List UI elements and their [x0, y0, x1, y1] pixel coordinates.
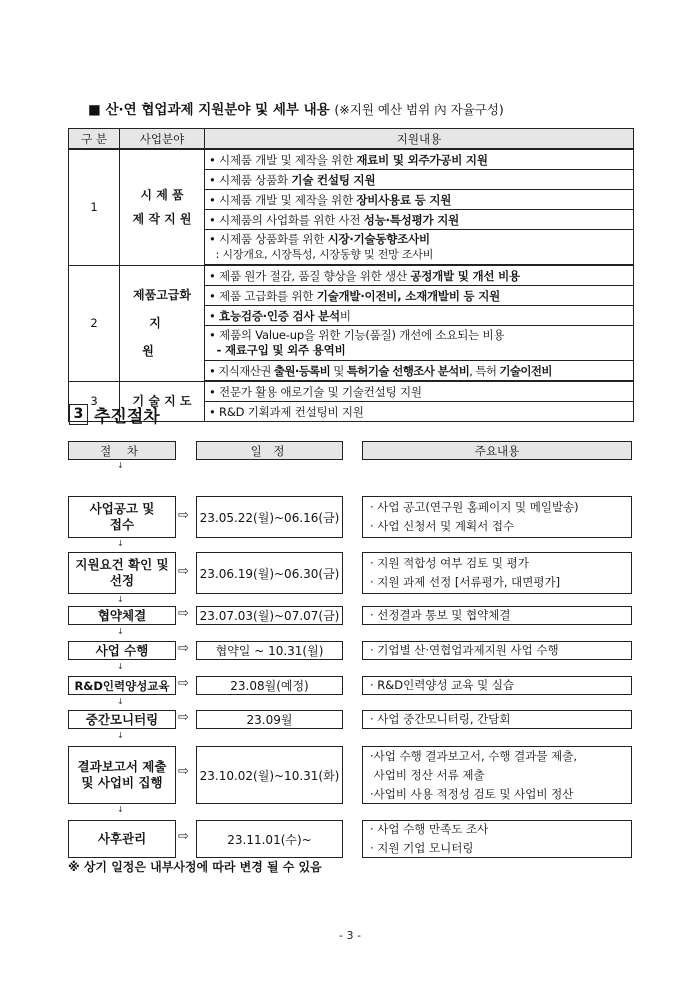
- section-title: 추진절차: [94, 407, 160, 427]
- item-text: • R&D 기획과제 컨설팅비 지원: [209, 404, 364, 419]
- section-number-box: 3: [69, 404, 88, 425]
- item-bold-text: 기술개발·이전비, 소재개발비 등 지원: [316, 288, 501, 303]
- procedure-info: · 사업 중간모니터링, 간담회: [362, 710, 632, 729]
- item-text: 및: [330, 363, 347, 378]
- item-text: • 제품 원가 절감, 품질 향상을 위한 생산: [209, 268, 411, 283]
- bullet-icon: ■: [88, 102, 101, 118]
- procedure-date: 23.08월(예정): [196, 676, 343, 695]
- table-header-content: 지원내용: [205, 129, 634, 150]
- procedure-step: 사업 수행: [68, 641, 176, 660]
- right-arrow-icon: ⇨: [178, 676, 189, 691]
- procedure-step: [68, 496, 176, 538]
- info-line: ·사업비 사용 적정성 검토 및 사업비 정산: [370, 786, 574, 801]
- right-arrow-icon: ⇨: [178, 710, 189, 725]
- right-arrow-icon: ⇨: [178, 508, 189, 523]
- procedure-date: 23.10.02(월)~10.31(화): [196, 746, 343, 804]
- section-heading: [88, 98, 504, 118]
- item-bold-text: 출원·등록비: [273, 363, 331, 378]
- table-row: [69, 381, 634, 402]
- item-text: • 전문가 활용 애로기술 및 기술컨설팅 지원: [209, 384, 422, 399]
- down-arrow-icon: ↓: [117, 539, 124, 548]
- support-item: [205, 381, 634, 402]
- table-row: [69, 265, 634, 286]
- procedure-info: [362, 496, 632, 538]
- support-item: [205, 361, 634, 382]
- procedure-date: 23.06.19(월)~06.30(금): [196, 552, 343, 594]
- down-arrow-icon: ↓: [117, 697, 124, 706]
- section-note: (※지원 예산 범위 內 자율구성): [334, 102, 504, 117]
- procedure-date: 23.09월: [196, 710, 343, 729]
- item-bold-text: 성능·특성평가 지원: [363, 212, 460, 227]
- support-item: [205, 149, 634, 170]
- procedure-header-content: 주요내용: [362, 441, 632, 460]
- info-line: · 지원 적합성 여부 검토 및 평가: [370, 556, 529, 570]
- item-text: , 특허: [469, 363, 500, 378]
- item-text: • 지식재산권: [209, 363, 274, 378]
- procedure-step: R&D인력양성교육: [68, 676, 176, 695]
- group-area-line: 제 작 지 원: [132, 212, 192, 227]
- support-item: [205, 402, 634, 422]
- procedure-date: 23.05.22(월)~06.16(금): [196, 496, 343, 538]
- footnote: ※ 상기 일정은 내부사정에 따라 변경 될 수 있음: [68, 860, 322, 874]
- info-line: ·사업 수행 결과보고서, 수행 결과물 제출,: [370, 748, 577, 763]
- table-header-category: 구 분: [69, 129, 120, 150]
- item-bold-text: 기술이전비: [499, 363, 552, 378]
- support-table: [68, 128, 634, 422]
- step-name: 사업공고 및 접수: [89, 501, 155, 532]
- procedure-date: 23.11.01(수)~: [196, 820, 343, 858]
- item-bold-text: 공정개발 및 개선 비용: [410, 268, 520, 283]
- procedure-step: [68, 552, 176, 594]
- step-name: 지원요건 확인 및 선정: [75, 557, 169, 588]
- item-bold-text: 재료비 및 외주가공비 지원: [356, 152, 488, 167]
- section-title: 산·연 협업과제 지원분야 및 세부 내용: [105, 102, 330, 118]
- down-arrow-icon: ↓: [117, 662, 124, 671]
- step-name: 결과보고서 제출 및 사업비 집행: [77, 759, 167, 790]
- info-line: 사업비 정산 서류 제출: [370, 767, 485, 782]
- table-row: [69, 149, 634, 170]
- procedure-date: 협약일 ~ 10.31(월): [196, 641, 343, 660]
- item-subtext: : 시장개요, 시장특성, 시장동향 및 전망 조사비: [209, 248, 434, 261]
- right-arrow-icon: ⇨: [178, 641, 189, 656]
- procedure-info: [362, 746, 632, 804]
- item-bold-text: - 재료구입 및 외주 용역비: [209, 343, 346, 357]
- right-arrow-icon: ⇨: [178, 606, 189, 621]
- group-area-line: 지 원: [142, 316, 189, 358]
- group-number: 2: [69, 265, 120, 381]
- item-text: 비: [339, 308, 351, 323]
- support-item: [205, 210, 634, 230]
- info-line: · 지원 과제 선정 [서류평가, 대면평가]: [370, 575, 561, 589]
- item-bold-text: 기술 컨설팅 지원: [291, 172, 376, 187]
- item-text: • 제품의 Value-up을 위한 기능(품질) 개선에 소요되는 비용: [209, 328, 505, 342]
- group-area: [120, 149, 205, 265]
- group-area: [120, 265, 205, 381]
- group-number: 3: [69, 381, 120, 422]
- down-arrow-icon: ↓: [117, 731, 124, 740]
- item-bold-text: 시장·기술동향조사비: [327, 232, 430, 246]
- procedure-header-step: 절 차: [68, 441, 176, 460]
- item-text: •: [209, 308, 220, 323]
- item-bold-text: 특허기술 선행조사 분석비: [346, 363, 470, 378]
- item-text: • 시제품의 사업화를 위한 사전: [209, 212, 364, 227]
- down-arrow-icon: ↓: [117, 461, 124, 470]
- procedure-step: 사후관리: [68, 820, 176, 858]
- item-bold-text: 장비사용료 등 지원: [356, 192, 452, 207]
- procedure-info: · R&D인력양성 교육 및 실습: [362, 676, 632, 695]
- info-line: · 사업 신청서 및 계획서 접수: [370, 519, 515, 533]
- support-item: [205, 230, 634, 266]
- info-line: · 사업 공고(연구원 홈페이지 및 메일발송): [370, 500, 579, 514]
- down-arrow-icon: ↓: [117, 595, 124, 604]
- support-item: [205, 306, 634, 326]
- support-item: [205, 265, 634, 286]
- support-item: [205, 326, 634, 361]
- info-line: · 사업 수행 만족도 조사: [370, 822, 489, 836]
- procedure-info: [362, 552, 632, 594]
- right-arrow-icon: ⇨: [178, 829, 189, 844]
- procedure-step: 협약체결: [68, 606, 176, 625]
- group-area-line: 제품고급화: [133, 288, 191, 302]
- right-arrow-icon: ⇨: [178, 764, 189, 779]
- group-number: 1: [69, 149, 120, 265]
- procedure-step: 중간모니터링: [68, 710, 176, 729]
- procedure-date: 23.07.03(월)~07.07(금): [196, 606, 343, 625]
- item-text: • 시제품 상품화: [209, 172, 292, 187]
- group-area-line: 기 술 지 도: [132, 394, 192, 409]
- table-header-field: 사업분야: [120, 129, 205, 150]
- support-item: [205, 286, 634, 306]
- support-item: [205, 170, 634, 190]
- item-text: • 시제품 개발 및 제작을 위한: [209, 152, 357, 167]
- item-bold-text: 효능검증·인증 검사 분석: [219, 308, 340, 323]
- group-area-line: 시 제 품: [140, 188, 184, 203]
- procedure-info: · 선정결과 통보 및 협약체결: [362, 606, 632, 625]
- item-text: • 제품 고급화를 위한: [209, 288, 317, 303]
- page-number: - 3 -: [339, 929, 361, 942]
- info-line: · 지원 기업 모니터링: [370, 841, 474, 855]
- support-item: [205, 190, 634, 210]
- procedure-info: · 기업별 산·연협업과제지원 사업 수행: [362, 641, 632, 660]
- right-arrow-icon: ⇨: [178, 564, 189, 579]
- down-arrow-icon: ↓: [117, 627, 124, 636]
- procedure-header-schedule: 일 정: [196, 441, 343, 460]
- procedure-step: [68, 746, 176, 804]
- procedure-info: [362, 820, 632, 858]
- item-text: • 시제품 상품화를 위한: [209, 232, 328, 246]
- item-text: • 시제품 개발 및 제작을 위한: [209, 192, 357, 207]
- down-arrow-icon: ↓: [117, 805, 124, 814]
